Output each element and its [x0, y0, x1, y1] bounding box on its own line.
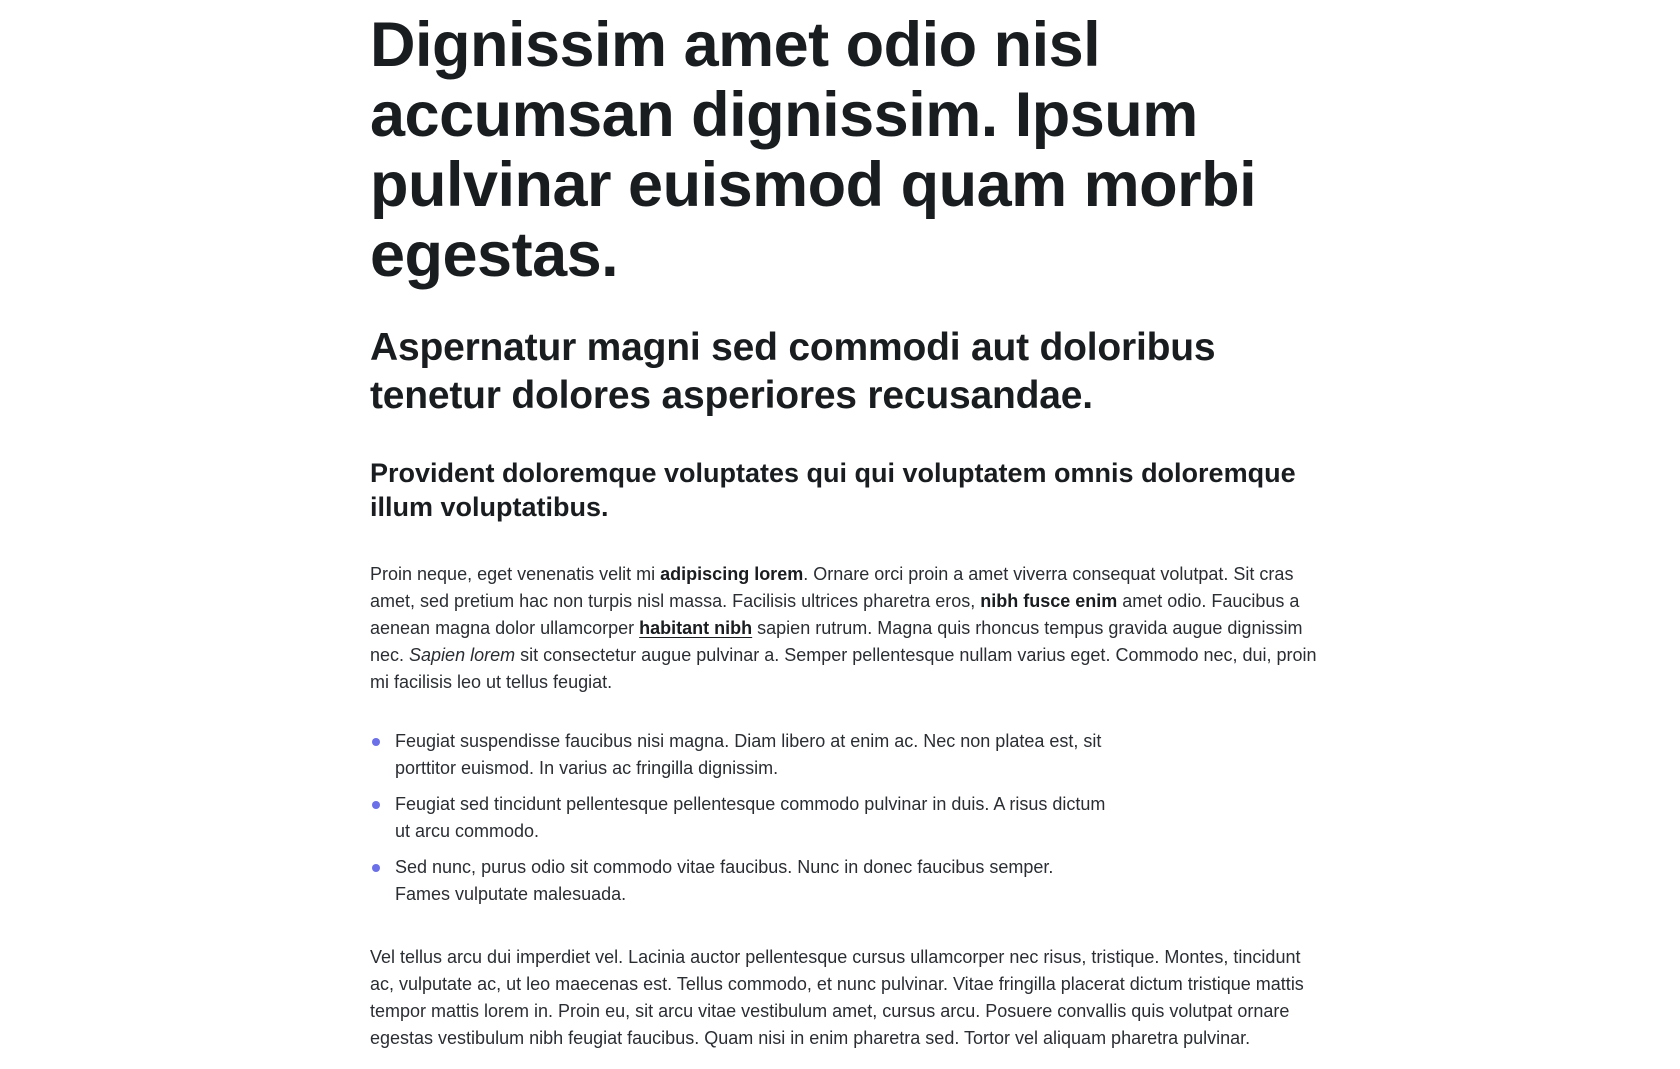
- bullet-dot-icon: [372, 801, 380, 809]
- body-paragraph: Vel tellus arcu dui imperdiet vel. Lacinia auctor pellentesque cursus ullamcorper nec risus, tristique. Montes, tincidunt ac, vulputate ac, ut leo maecenas est. Tellus commodo, et nunc pulvinar. Vitae fringilla placerat dictum tristique mattis tempor mattis lorem in. Proin eu, sit arcu vitae vestibulum amet, cursus arcu. Posuere convallis quis volutpat ornare egestas vestibulum nibh feugiat faucibus. Quam nisi in enim pharetra sed. Tortor vel aliquam pharetra pulvinar.: [370, 947, 1304, 1048]
- bold-text: adipiscing lorem: [660, 564, 804, 584]
- paragraph-text: amet odio. Faucibus a aenean magna dolor ullamcorper: [370, 591, 1300, 638]
- paragraph-text: sapien rutrum. Magna quis rhoncus tempus gravida augue dignissim nec.: [370, 618, 1303, 665]
- paragraph-text: . Ornare orci proin a amet viverra consequat volutpat. Sit cras amet, sed pretium hac non turpis nisl massa. Facilisis ultrices pharetra eros,: [370, 564, 1294, 611]
- paragraph-text: Proin neque, eget venenatis velit mi: [370, 564, 661, 584]
- inline-link[interactable]: habitant nibh: [639, 618, 753, 638]
- list-item-text: Sed nunc, purus odio sit commodo vitae faucibus. Nunc in donec faucibus semper. Fames vulputate malesuada.: [395, 857, 1054, 904]
- bullet-dot-icon: [372, 864, 380, 872]
- article: [370, 0, 1320, 1052]
- list-item: [370, 791, 1110, 845]
- intro-paragraph: [370, 561, 1320, 696]
- list-item: [370, 854, 1110, 908]
- bullet-list: [370, 728, 1110, 908]
- italic-text: Sapien lorem: [409, 645, 516, 665]
- list-item: [370, 728, 1110, 782]
- page-title: Dignissim amet odio nisl accumsan dignissim. Ipsum pulvinar euismod quam morbi egestas.: [370, 10, 1257, 290]
- bold-text: nibh fusce enim: [980, 591, 1118, 611]
- section-heading: Aspernatur magni sed commodi aut doloribus tenetur dolores asperiores recusandae.: [370, 326, 1216, 417]
- bullet-dot-icon: [372, 738, 380, 746]
- paragraph-text: sit consectetur augue pulvinar a. Semper pellentesque nullam varius eget. Commodo nec, dui, proin mi facilisis leo ut tellus feugiat.: [370, 645, 1317, 692]
- list-item-text: Feugiat sed tincidunt pellentesque pellentesque commodo pulvinar in duis. A risus dictum ut arcu commodo.: [395, 794, 1106, 841]
- list-item-text: Feugiat suspendisse faucibus nisi magna. Diam libero at enim ac. Nec non platea est, sit porttitor euismod. In varius ac fringilla dignissim.: [395, 731, 1102, 778]
- subsection-heading: Provident doloremque voluptates qui qui voluptatem omnis doloremque illum voluptatibus.: [370, 458, 1296, 522]
